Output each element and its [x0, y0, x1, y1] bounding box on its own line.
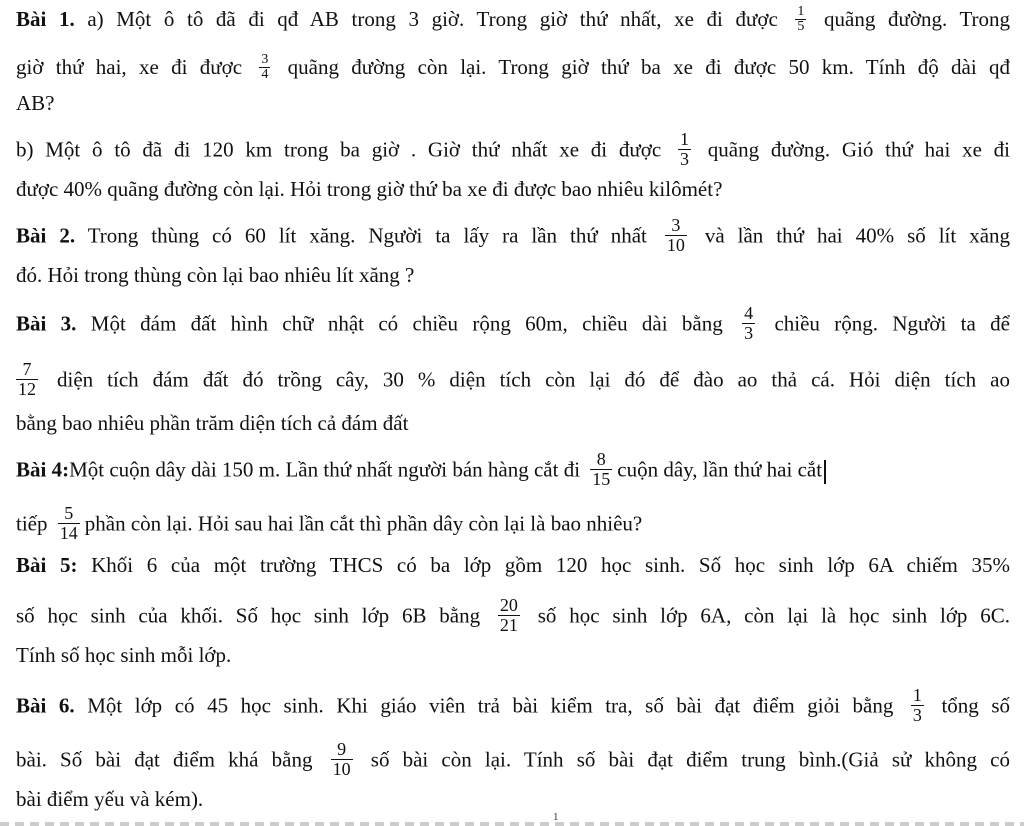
p6-line-3 — [16, 786, 1010, 812]
fraction — [911, 686, 924, 725]
p3-line-1 — [16, 303, 1010, 345]
p1-line-4 — [16, 129, 1011, 171]
fraction-denominator: 21 — [499, 615, 518, 635]
fraction — [259, 53, 270, 82]
p2-text: Trong thùng có 60 lít xăng. Người ta lấy ra lần thứ nhất — [87, 223, 647, 248]
p6-text: bài điểm yếu và kém). — [16, 787, 204, 811]
p1-line-5 — [16, 176, 1010, 202]
p1-title: Bài 1. — [16, 7, 75, 31]
p5-text: số học sinh của khối. Số học sinh lớp 6B bằng — [16, 603, 481, 628]
p1-text: quãng đường. Trong — [824, 7, 1011, 31]
fraction-denominator: 3 — [744, 323, 754, 343]
p1-text: a) Một ô tô đã đi qđ AB trong 3 giờ. Trong giờ thứ nhất, xe đi được — [87, 7, 778, 31]
fraction-denominator: 14 — [59, 523, 78, 543]
fraction — [590, 450, 612, 489]
p3-text: diện tích đám đất đó trồng cây, 30 % diện tích còn lại đó để đào ao thả cá. Hỏi diện tích ao — [57, 367, 1010, 392]
p6-text: tổng số — [941, 693, 1010, 718]
fraction-numerator: 7 — [22, 359, 32, 379]
fraction — [665, 216, 687, 255]
fraction-numerator: 9 — [337, 739, 347, 759]
p1-text: quãng đường còn lại. Trong giờ thứ ba xe đi được 50 km. Tính độ dài qđ — [287, 55, 1011, 79]
fraction — [331, 740, 353, 779]
fraction-numerator: 4 — [744, 303, 754, 323]
p4-text: phần còn lại. Hỏi sau hai lần cắt thì phần dây còn lại là bao nhiêu? — [84, 511, 643, 536]
fraction-numerator: 3 — [261, 51, 269, 67]
fraction-denominator: 4 — [261, 66, 269, 82]
text-cursor — [824, 460, 826, 484]
fraction-denominator: 10 — [666, 235, 685, 255]
fraction — [498, 596, 520, 635]
p6-line-2 — [16, 739, 1011, 781]
p2-text: đó. Hỏi trong thùng còn lại bao nhiêu lít xăng ? — [16, 263, 415, 287]
p5-line-3 — [16, 642, 1010, 668]
p3-title: Bài 3. — [16, 311, 77, 336]
fraction-numerator: 8 — [596, 449, 606, 469]
fraction-denominator: 3 — [680, 149, 690, 169]
fraction-numerator: 3 — [671, 215, 681, 235]
p3-line-3 — [16, 410, 1010, 436]
p1-line-1 — [16, 3, 1011, 36]
fraction — [795, 5, 806, 34]
p2-text: và lần thứ hai 40% số lít xăng — [704, 223, 1011, 248]
fraction — [16, 360, 38, 399]
fraction-numerator: 1 — [680, 129, 690, 149]
p1-text: được 40% quãng đường còn lại. Hỏi trong giờ thứ ba xe đi được bao nhiêu kilômét? — [16, 177, 723, 201]
p4-title: Bài 4: — [16, 457, 70, 482]
p6-text: Một lớp có 45 học sinh. Khi giáo viên trả bài kiểm tra, số bài đạt điểm giỏi bằng — [87, 693, 894, 718]
fraction-denominator: 12 — [18, 379, 36, 399]
p3-text: Một đám đất hình chữ nhật có chiều rộng 60m, chiều dài bằng — [90, 311, 723, 336]
p6-title: Bài 6. — [16, 693, 75, 718]
p1-line-2 — [16, 51, 1011, 84]
p5-text: Tính số học sinh mỗi lớp. — [16, 643, 232, 667]
fraction-denominator: 15 — [592, 469, 611, 489]
fraction-numerator: 5 — [64, 503, 74, 523]
fraction-numerator: 1 — [912, 685, 922, 705]
p6-text: số bài còn lại. Tính số bài đạt điểm trung bình.(Giả sử không có — [370, 747, 1011, 772]
p1-text: giờ thứ hai, xe đi được — [16, 55, 243, 79]
fraction — [58, 504, 80, 543]
cut-off-next-line — [0, 822, 1024, 826]
p4-text: Một cuộn dây dài 150 m. Lần thứ nhất người bán hàng cắt đi — [69, 457, 581, 482]
fraction — [742, 304, 755, 343]
fraction-numerator: 1 — [797, 3, 805, 19]
fraction — [678, 130, 691, 169]
p6-text: bài. Số bài đạt điểm khá bằng — [16, 747, 313, 772]
p1-text: quãng đường. Gió thứ hai xe đi — [707, 137, 1011, 162]
p5-text: Khối 6 của một trường THCS có ba lớp gồm 120 học sinh. Số học sinh lớp 6A chiếm 35% — [91, 553, 1011, 577]
p3-line-2 — [16, 359, 1010, 401]
fraction-denominator: 10 — [332, 759, 351, 779]
fraction-denominator: 3 — [912, 705, 922, 725]
p4-line-2 — [16, 503, 1010, 545]
p3-text: chiều rộng. Người ta để — [774, 311, 1010, 336]
p3-text: bằng bao nhiêu phần trăm diện tích cả đám đất — [16, 411, 409, 435]
p5-line-2 — [16, 595, 1010, 637]
p4-line-1 — [16, 449, 1010, 491]
p1-line-3 — [16, 90, 1010, 116]
p5-title: Bài 5: — [16, 553, 78, 577]
fraction-denominator: 5 — [797, 18, 805, 34]
p2-line-2 — [16, 262, 1010, 288]
p2-line-1 — [16, 215, 1011, 257]
fraction-numerator: 20 — [499, 595, 518, 615]
p5-text: số học sinh lớp 6A, còn lại là học sinh lớp 6C. — [537, 603, 1010, 628]
p4-text: cuộn dây, lần thứ hai cắt — [617, 457, 823, 482]
p1-text: b) Một ô tô đã đi 120 km trong ba giờ . Giờ thứ nhất xe đi được — [16, 137, 662, 162]
p2-title: Bài 2. — [16, 223, 76, 248]
p1-text: AB? — [16, 91, 55, 115]
p5-line-1 — [16, 552, 1010, 578]
p4-text: tiếp — [16, 511, 48, 536]
p6-line-1 — [16, 685, 1010, 727]
cut-off-glyph: 1 — [553, 811, 559, 823]
